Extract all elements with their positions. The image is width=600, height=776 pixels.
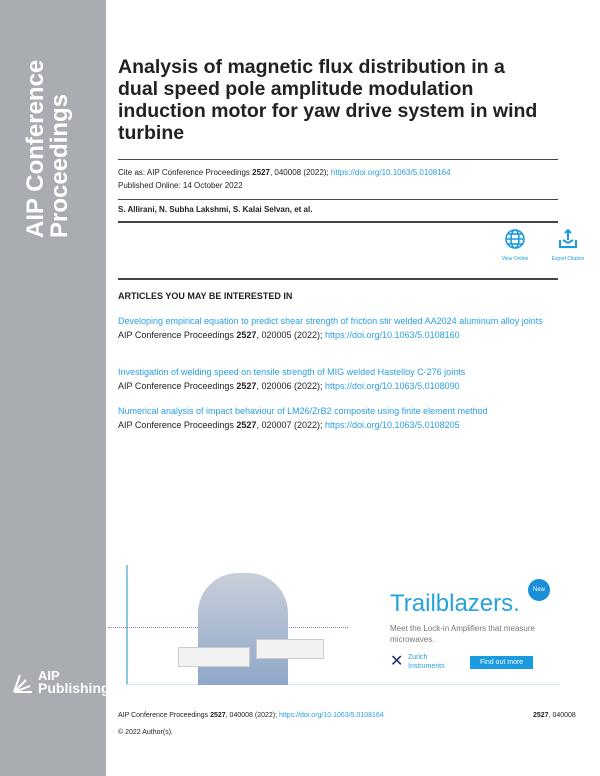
- footer-page-id: 2527, 040008: [533, 712, 576, 719]
- copyright: © 2022 Author(s).: [118, 729, 173, 736]
- doi-link[interactable]: https://doi.org/10.1063/5.0108164: [330, 168, 451, 177]
- zurich-x-icon: ✕: [390, 653, 404, 670]
- export-icon: [557, 228, 579, 250]
- zurich-logo: ✕ Zurich Instruments: [390, 653, 445, 670]
- ad-device: [256, 639, 324, 659]
- doi-link[interactable]: https://doi.org/10.1063/5.0108090: [325, 381, 460, 391]
- footer-citation: AIP Conference Proceedings 2527, 040008 (2022); https://doi.org/10.1063/5.0108164: [118, 712, 384, 719]
- export-citation-button[interactable]: Export Citation: [548, 228, 588, 262]
- ad-subtext: Meet the Lock-in Amplifiers that measure microwaves.: [390, 624, 535, 644]
- aip-publishing-logo[interactable]: AIP Publishing: [12, 670, 110, 694]
- doi-link[interactable]: https://doi.org/10.1063/5.0108160: [325, 330, 460, 340]
- article-link[interactable]: Investigation of welding speed on tensile strength of MIG welded Hastelloy C-276 joints: [118, 367, 466, 377]
- ad-headline: Trailblazers.: [390, 590, 520, 617]
- logo-mark-icon: [12, 672, 34, 694]
- article-link[interactable]: Numerical analysis of impact behaviour of LM26/ZrB2 composite using finite element method: [118, 406, 488, 416]
- related-article: Investigation of welding speed on tensile strength of MIG welded Hastelloy C-276 joints AIP Conference Proceedings 2527, 020006 (2022); https://doi.org/10.1063/5.0108090: [118, 366, 558, 392]
- doi-link[interactable]: https://doi.org/10.1063/5.0108164: [279, 712, 384, 719]
- divider: [118, 159, 558, 160]
- cite-as: Cite as: AIP Conference Proceedings 2527, 040008 (2022); https://doi.org/10.1063/5.0108164: [118, 168, 451, 177]
- journal-name: AIP Conference Proceedings: [22, 59, 73, 238]
- divider: [118, 221, 558, 223]
- divider: [118, 278, 558, 280]
- doi-link[interactable]: https://doi.org/10.1063/5.0108205: [325, 420, 460, 430]
- article-link[interactable]: Developing empirical equation to predict shear strength of friction stir welded AA2024 aluminum alloy joints: [118, 316, 543, 326]
- published-date: Published Online: 14 October 2022: [118, 181, 243, 190]
- view-online-button[interactable]: View Online: [495, 228, 535, 262]
- related-article: Numerical analysis of impact behaviour of LM26/ZrB2 composite using finite element method AIP Conference Proceedings 2527, 020007 (2022); https://doi.org/10.1063/5.0108205: [118, 405, 558, 431]
- new-badge: New: [528, 579, 550, 601]
- article-title: Analysis of magnetic flux distribution in a dual speed pole amplitude modulation induction motor for yaw drive system in wind turbine: [118, 56, 538, 144]
- advertisement-banner[interactable]: [126, 565, 560, 685]
- authors[interactable]: S. Allirani, N. Subha Lakshmi, S. Kalai Selvan, et al.: [118, 205, 313, 214]
- ad-photo-person: [198, 573, 288, 685]
- globe-icon: [504, 228, 526, 250]
- ad-device: [178, 647, 250, 667]
- related-article: Developing empirical equation to predict shear strength of friction stir welded AA2024 aluminum alloy joints AIP Conference Proceedings 2527, 020005 (2022); https://doi.org/10.1063/5.0108160: [118, 315, 558, 341]
- divider: [118, 199, 558, 200]
- section-heading: ARTICLES YOU MAY BE INTERESTED IN: [118, 291, 293, 301]
- find-out-more-button[interactable]: Find out more: [470, 656, 533, 669]
- sidebar: [0, 0, 110, 776]
